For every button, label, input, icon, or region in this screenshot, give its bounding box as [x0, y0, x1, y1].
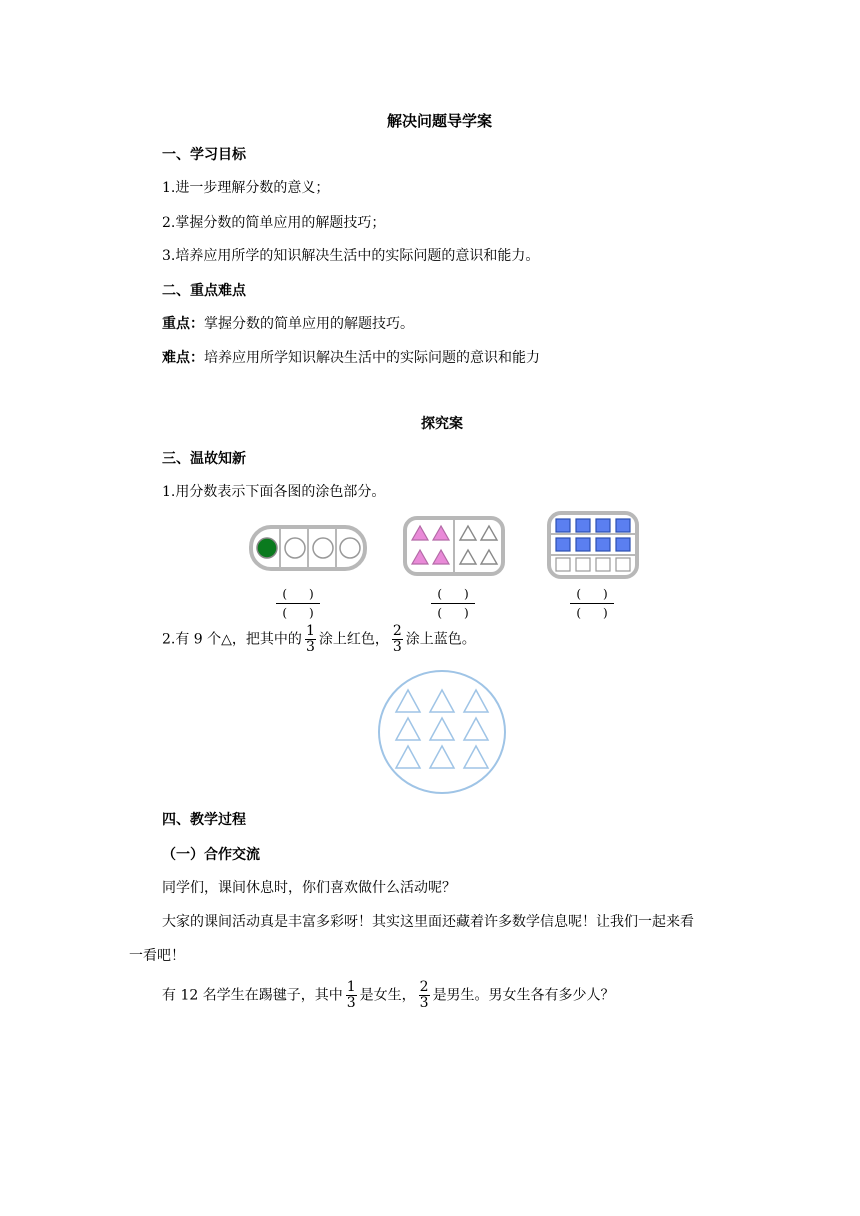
- figure-circles: [248, 524, 368, 572]
- paragraph-1: 同学们，课间休息时，你们喜欢做什么活动呢？: [162, 880, 456, 896]
- figure-nine-triangles: [376, 668, 508, 796]
- section-heading-keypoints: 二、重点难点: [162, 283, 246, 299]
- section-heading-review: 三、温故知新: [162, 451, 246, 467]
- goal-item-2: 2.掌握分数的简单应用的解题技巧；: [162, 215, 386, 231]
- figure-triangles: [402, 515, 506, 577]
- difficult-text: 培养应用所学知识解决生活中的实际问题的意识和能力: [204, 350, 540, 366]
- figure-squares: [546, 510, 640, 580]
- goal-item-1: 1.进一步理解分数的意义；: [162, 180, 330, 196]
- section-heading-process: 四、教学过程: [162, 812, 246, 828]
- fraction-two-thirds: $\frac{2}{3}$: [392, 623, 402, 655]
- paragraph-2b: 一看吧！: [129, 948, 185, 964]
- key-point: [162, 314, 414, 334]
- section-heading-goals: 一、学习目标: [162, 147, 246, 163]
- fraction-one-third: $\frac{1}{3}$: [305, 623, 315, 655]
- difficult-point: [162, 348, 540, 368]
- fraction-two-thirds-2: $\frac{2}{3}$: [419, 979, 429, 1011]
- green-circle: [257, 538, 277, 558]
- key-label: 重点：: [162, 316, 204, 332]
- review-question-2: 2.有 9 个△，把其中的 $\frac{1}{3}$ 涂上红色， $\frac{2}{3}$ 涂上蓝色。: [162, 623, 476, 655]
- answer-blank-1[interactable]: () (): [276, 588, 320, 619]
- explore-title: 探究案: [421, 416, 463, 432]
- paragraph-3: 有 12 名学生在踢毽子，其中 $\frac{1}{3}$ 是女生， $\frac{2}{3}$ 是男生。男女生各有多少人？: [162, 979, 615, 1011]
- subsection-heading: （一）合作交流: [162, 847, 260, 863]
- paragraph-2a: 大家的课间活动真是丰富多彩呀！其实这里面还藏着许多数学信息呢！让我们一起来看: [162, 914, 694, 930]
- answer-blank-2[interactable]: () (): [431, 588, 475, 619]
- answer-blank-3[interactable]: () (): [570, 588, 614, 619]
- difficult-label: 难点：: [162, 350, 204, 366]
- review-question-1: 1.用分数表示下面各图的涂色部分。: [162, 484, 386, 500]
- key-text: 掌握分数的简单应用的解题技巧。: [204, 316, 414, 332]
- fraction-one-third-2: $\frac{1}{3}$: [346, 979, 356, 1011]
- goal-item-3: 3.培养应用所学的知识解决生活中的实际问题的意识和能力。: [162, 248, 540, 264]
- doc-title: 解决问题导学案: [387, 112, 493, 130]
